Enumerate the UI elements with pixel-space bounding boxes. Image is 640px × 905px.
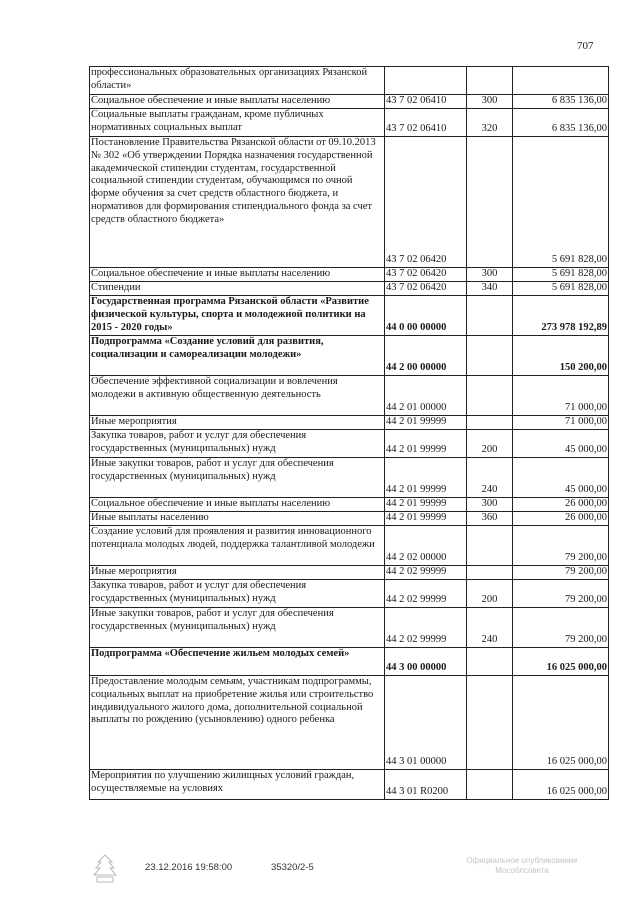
table-row bbox=[90, 296, 609, 336]
table-row bbox=[90, 676, 609, 770]
row-code: 43 7 02 06410 bbox=[385, 109, 467, 137]
row-code: 44 2 02 99999 bbox=[385, 566, 467, 580]
row-type bbox=[467, 648, 513, 676]
row-code: 44 2 00 00000 bbox=[385, 336, 467, 376]
row-sum: 26 000,00 bbox=[513, 498, 609, 512]
table-row bbox=[90, 282, 609, 296]
row-sum: 5 691 828,00 bbox=[513, 282, 609, 296]
row-sum: 16 025 000,00 bbox=[513, 648, 609, 676]
row-type bbox=[467, 376, 513, 416]
row-name: Подпрограмма «Создание условий для развития, социализации и самореализации молодежи» bbox=[90, 336, 385, 376]
row-sum: 79 200,00 bbox=[513, 566, 609, 580]
row-type bbox=[467, 416, 513, 430]
row-name: Стипендии bbox=[90, 282, 385, 296]
row-code: 44 2 02 99999 bbox=[385, 580, 467, 608]
row-code: 44 2 01 99999 bbox=[385, 498, 467, 512]
table-row bbox=[90, 376, 609, 416]
row-type: 300 bbox=[467, 498, 513, 512]
row-type bbox=[467, 676, 513, 770]
table-row bbox=[90, 109, 609, 137]
row-sum: 5 691 828,00 bbox=[513, 268, 609, 282]
row-type: 360 bbox=[467, 512, 513, 526]
row-name: Обеспечение эффективной социализации и вовлечения молодежи в активную общественную деятельность bbox=[90, 376, 385, 416]
row-type: 300 bbox=[467, 268, 513, 282]
row-code: 44 2 02 00000 bbox=[385, 526, 467, 566]
row-type bbox=[467, 770, 513, 800]
row-type bbox=[467, 336, 513, 376]
row-sum: 5 691 828,00 bbox=[513, 137, 609, 268]
row-name: Предоставление молодым семьям, участникам подпрограммы, социальных выплат на приобретение жилья или строительство индивидуального жилого дома, дополнительной социальной выплаты по рождению (усыновлению) одного ребенка bbox=[90, 676, 385, 770]
row-code: 43 7 02 06420 bbox=[385, 282, 467, 296]
row-code: 44 0 00 00000 bbox=[385, 296, 467, 336]
row-sum: 45 000,00 bbox=[513, 430, 609, 458]
row-code: 44 3 01 R0200 bbox=[385, 770, 467, 800]
table-row bbox=[90, 67, 609, 95]
row-code: 44 2 01 99999 bbox=[385, 430, 467, 458]
row-sum: 16 025 000,00 bbox=[513, 676, 609, 770]
row-sum: 150 200,00 bbox=[513, 336, 609, 376]
row-sum: 16 025 000,00 bbox=[513, 770, 609, 800]
table-row bbox=[90, 268, 609, 282]
row-type bbox=[467, 67, 513, 95]
table-row bbox=[90, 137, 609, 268]
row-code: 44 2 01 99999 bbox=[385, 416, 467, 430]
table-row bbox=[90, 430, 609, 458]
row-name: Подпрограмма «Обеспечение жильем молодых семей» bbox=[90, 648, 385, 676]
row-code: 44 2 01 00000 bbox=[385, 376, 467, 416]
row-sum: 26 000,00 bbox=[513, 512, 609, 526]
row-sum: 6 835 136,00 bbox=[513, 109, 609, 137]
row-name: Иные выплаты населению bbox=[90, 512, 385, 526]
table-row bbox=[90, 770, 609, 800]
row-type bbox=[467, 566, 513, 580]
row-name: Иные закупки товаров, работ и услуг для обеспечения государственных (муниципальных) нужд bbox=[90, 458, 385, 498]
table-row bbox=[90, 580, 609, 608]
row-name: профессиональных образовательных организациях Рязанской области» bbox=[90, 67, 385, 95]
row-sum: 71 000,00 bbox=[513, 416, 609, 430]
row-name: Закупка товаров, работ и услуг для обеспечения государственных (муниципальных) нужд bbox=[90, 580, 385, 608]
row-code: 44 2 01 99999 bbox=[385, 458, 467, 498]
row-name: Социальные выплаты гражданам, кроме публичных нормативных социальных выплат bbox=[90, 109, 385, 137]
row-name: Социальное обеспечение и иные выплаты населению bbox=[90, 498, 385, 512]
row-sum: 71 000,00 bbox=[513, 376, 609, 416]
row-name: Мероприятия по улучшению жилищных условий граждан, осуществляемые на условиях bbox=[90, 770, 385, 800]
table-row bbox=[90, 648, 609, 676]
table-row bbox=[90, 566, 609, 580]
row-code bbox=[385, 67, 467, 95]
row-name: Социальное обеспечение и иные выплаты населению bbox=[90, 268, 385, 282]
table-row bbox=[90, 498, 609, 512]
footer-datetime: 23.12.2016 19:58:00 bbox=[145, 862, 233, 873]
table-row bbox=[90, 526, 609, 566]
row-sum: 6 835 136,00 bbox=[513, 95, 609, 109]
table-row bbox=[90, 458, 609, 498]
row-name: Иные мероприятия bbox=[90, 416, 385, 430]
row-type: 240 bbox=[467, 608, 513, 648]
row-code: 44 3 00 00000 bbox=[385, 648, 467, 676]
row-code: 44 2 02 99999 bbox=[385, 608, 467, 648]
row-type bbox=[467, 526, 513, 566]
row-type: 300 bbox=[467, 95, 513, 109]
row-name: Социальное обеспечение и иные выплаты населению bbox=[90, 95, 385, 109]
row-name: Создание условий для проявления и развития инновационного потенциала молодых людей, поддержка талантливой молодежи bbox=[90, 526, 385, 566]
row-sum bbox=[513, 67, 609, 95]
row-type: 200 bbox=[467, 580, 513, 608]
table-row bbox=[90, 512, 609, 526]
row-code: 44 3 01 00000 bbox=[385, 676, 467, 770]
row-code: 44 2 01 99999 bbox=[385, 512, 467, 526]
row-type bbox=[467, 296, 513, 336]
page-number: 707 bbox=[577, 40, 594, 52]
table-row bbox=[90, 416, 609, 430]
row-sum: 45 000,00 bbox=[513, 458, 609, 498]
table-row bbox=[90, 608, 609, 648]
row-sum: 79 200,00 bbox=[513, 580, 609, 608]
row-name: Закупка товаров, работ и услуг для обеспечения государственных (муниципальных) нужд bbox=[90, 430, 385, 458]
footer-doc-id: 35320/2-5 bbox=[271, 862, 314, 873]
row-type: 320 bbox=[467, 109, 513, 137]
row-sum: 273 978 192,89 bbox=[513, 296, 609, 336]
row-code: 43 7 02 06420 bbox=[385, 268, 467, 282]
budget-table bbox=[89, 66, 609, 800]
row-type: 340 bbox=[467, 282, 513, 296]
row-name: Иные мероприятия bbox=[90, 566, 385, 580]
table-row bbox=[90, 336, 609, 376]
row-sum: 79 200,00 bbox=[513, 608, 609, 648]
row-code: 43 7 02 06420 bbox=[385, 137, 467, 268]
table-row bbox=[90, 95, 609, 109]
publication-stamp: Официальное опубликование Мособлсовета bbox=[466, 856, 578, 875]
row-name: Иные закупки товаров, работ и услуг для обеспечения государственных (муниципальных) нужд bbox=[90, 608, 385, 648]
row-name: Постановление Правительства Рязанской области от 09.10.2013 № 302 «Об утверждении Порядка назначения государственной академической стипендии студентам, государственной социальной стипендии студентам, обучающимся по очной форме обучения за счет средств областного бюджета, и нормативов для формирования стипендиального фонда за счет средств областного бюджета» bbox=[90, 137, 385, 268]
row-sum: 79 200,00 bbox=[513, 526, 609, 566]
row-type: 200 bbox=[467, 430, 513, 458]
row-type: 240 bbox=[467, 458, 513, 498]
row-code: 43 7 02 06410 bbox=[385, 95, 467, 109]
row-name: Государственная программа Рязанской области «Развитие физической культуры, спорта и молодежной политики на 2015 - 2020 годы» bbox=[90, 296, 385, 336]
row-type bbox=[467, 137, 513, 268]
emblem-icon bbox=[92, 853, 118, 885]
budget-table-body bbox=[90, 67, 609, 800]
